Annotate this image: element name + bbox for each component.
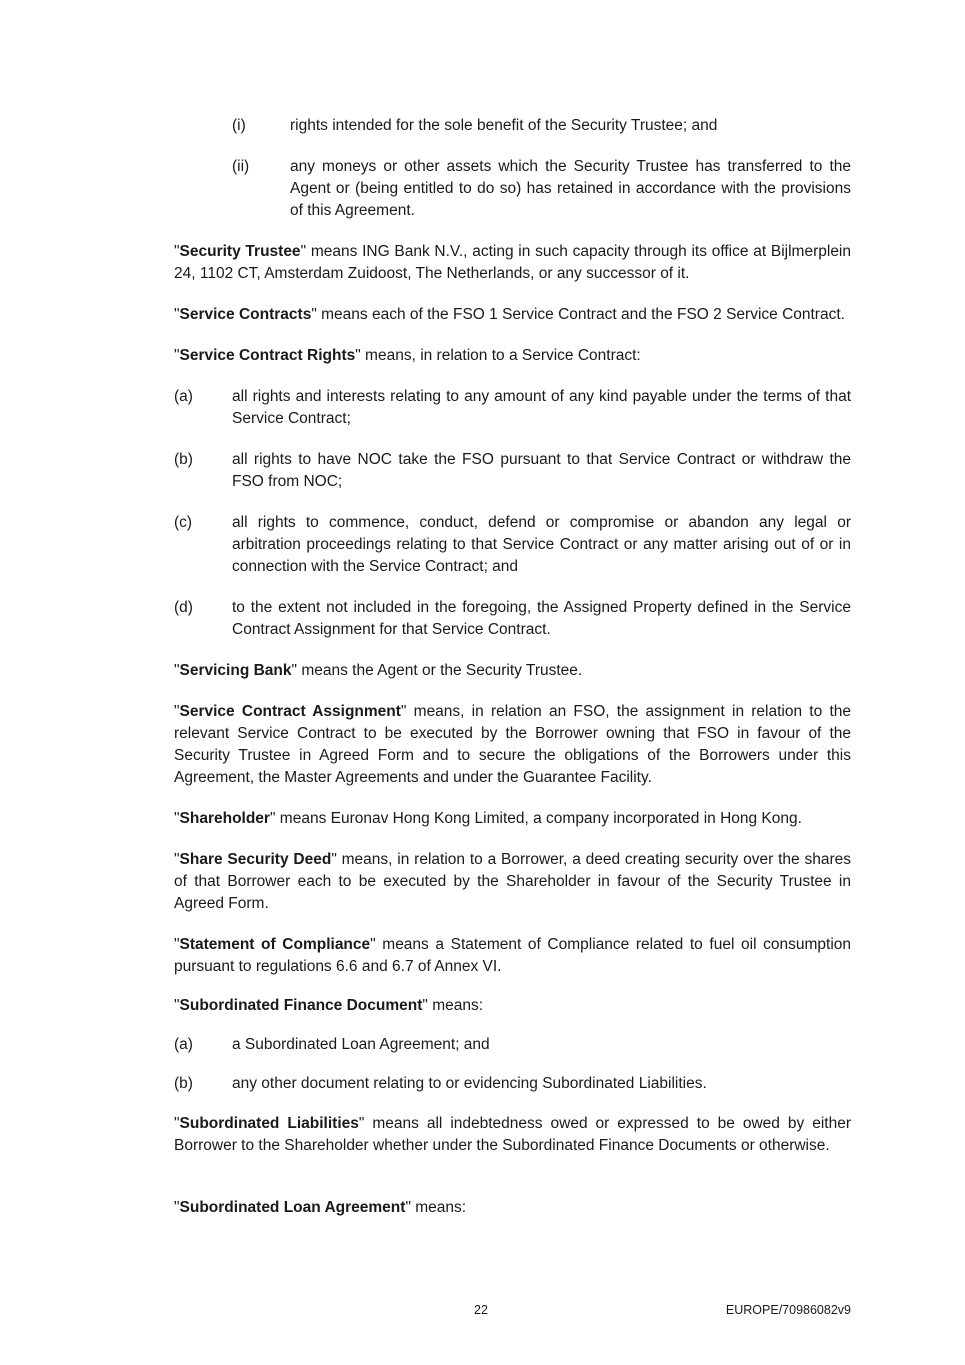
definition-statement-of-compliance: "Statement of Compliance" means a Statement of Compliance related to fuel oil consumption pursuant to regulations 6.6 and 6.7 of Annex VI. xyxy=(174,936,851,975)
list-item xyxy=(174,386,851,430)
definition-text: means: xyxy=(427,997,484,1014)
list-item xyxy=(232,115,851,137)
list-label: (b) xyxy=(174,451,193,468)
defined-term: Share Security Deed xyxy=(179,851,332,868)
list-label: (ii) xyxy=(232,158,250,175)
list-label: (a) xyxy=(174,388,193,405)
definition-servicing-bank: "Servicing Bank" means the Agent or the Security Trustee. xyxy=(174,662,583,679)
list-item xyxy=(174,449,851,493)
defined-term: Service Contracts xyxy=(179,306,312,323)
defined-term: Servicing Bank xyxy=(179,662,292,679)
list-label: (i) xyxy=(232,117,246,134)
list-item xyxy=(174,1034,851,1056)
list-text: any other document relating to or evidencing Subordinated Liabilities. xyxy=(232,1075,707,1092)
definition-security-trustee: "Security Trustee" means ING Bank N.V., acting in such capacity through its office at Bijlmerplein 24, 1102 CT, Amsterdam Zuidoost, The Netherlands, or any successor of it. xyxy=(174,243,851,282)
definition-shareholder: "Shareholder" means Euronav Hong Kong Limited, a company incorporated in Hong Kong. xyxy=(174,810,802,827)
definition-text: means Euronav Hong Kong Limited, a company incorporated in Hong Kong. xyxy=(275,810,802,827)
definition-service-contract-rights: "Service Contract Rights" means, in relation to a Service Contract: xyxy=(174,347,641,364)
page-number: 22 xyxy=(474,1303,488,1317)
list-item xyxy=(174,512,851,578)
definition-subordinated-loan-agreement: "Subordinated Loan Agreement" means: xyxy=(174,1199,467,1216)
definition-text: means, in relation to a Borrower, a deed creating security over the shares of that Borrower each to be executed by the Shareholder in favour of the Security Trustee in Agreed Form. xyxy=(174,851,851,912)
list-item xyxy=(174,1073,851,1095)
definition-subordinated-finance-document: "Subordinated Finance Document" means: xyxy=(174,997,484,1014)
list-text: all rights and interests relating to any amount of any kind payable under the terms of that Service Contract; xyxy=(232,388,851,427)
definition-subordinated-liabilities: "Subordinated Liabilities" means all indebtedness owed or expressed to be owed by either Borrower to the Shareholder whether under the Subordinated Finance Documents or otherwise. xyxy=(174,1115,851,1154)
defined-term: Shareholder xyxy=(179,810,270,827)
definition-share-security-deed: "Share Security Deed" means, in relation to a Borrower, a deed creating security over the shares of that Borrower each to be executed by the Shareholder in favour of the Security Trustee in Agreed Form. xyxy=(174,851,851,912)
defined-term: Subordinated Finance Document xyxy=(179,997,423,1014)
defined-term: Service Contract Rights xyxy=(179,347,356,364)
list-text: all rights to have NOC take the FSO pursuant to that Service Contract or withdraw the FSO from NOC; xyxy=(232,451,851,490)
defined-term: Statement of Compliance xyxy=(179,936,371,953)
list-label: (b) xyxy=(174,1075,193,1092)
definition-text: means ING Bank N.V., acting in such capacity through its office at Bijlmerplein 24, 1102 CT, Amsterdam Zuidoost, The Netherlands, or any successor of it. xyxy=(174,243,851,282)
definition-text: means each of the FSO 1 Service Contract and the FSO 2 Service Contract. xyxy=(316,306,845,323)
list-item xyxy=(232,156,851,222)
list-text: to the extent not included in the foregoing, the Assigned Property defined in the Service Contract Assignment for that Service Contract. xyxy=(232,599,851,638)
definition-text: means all indebtedness owed or expressed to be owed by either Borrower to the Shareholder whether under the Subordinated Finance Documents or otherwise. xyxy=(174,1115,851,1154)
defined-term: Service Contract Assignment xyxy=(179,703,401,720)
list-text: a Subordinated Loan Agreement; and xyxy=(232,1036,490,1053)
list-label: (d) xyxy=(174,599,193,616)
list-label: (c) xyxy=(174,514,193,531)
definition-text: means, in relation an FSO, the assignment in relation to the relevant Service Contract to be executed by the Borrower owning that FSO in favour of the Security Trustee in Agreed Form and to secure the obligations of the Borrowers under this Agreement, the Master Agreements and under the Guarantee Facility. xyxy=(174,703,851,786)
definition-text: means: xyxy=(410,1199,467,1216)
list-item xyxy=(174,597,851,641)
list-text: rights intended for the sole benefit of the Security Trustee; and xyxy=(290,117,718,134)
defined-term: Security Trustee xyxy=(179,243,301,260)
list-text: all rights to commence, conduct, defend or compromise or abandon any legal or arbitration proceedings relating to that Service Contract or any matter arising out of or in connection with the Service Contract; and xyxy=(232,514,851,575)
definition-service-contract-assignment: "Service Contract Assignment" means, in relation an FSO, the assignment in relation to the relevant Service Contract to be executed by the Borrower owning that FSO in favour of the Security Trustee in Agreed Form and to secure the obligations of the Borrowers under this Agreement, the Master Agreements and under the Guarantee Facility. xyxy=(174,703,851,786)
list-label: (a) xyxy=(174,1036,193,1053)
definition-text: means a Statement of Compliance related to fuel oil consumption pursuant to regulations 6.6 and 6.7 of Annex VI. xyxy=(174,936,851,975)
document-reference: EUROPE/70986082v9 xyxy=(725,1303,851,1317)
list-text: any moneys or other assets which the Security Trustee has transferred to the Agent or (being entitled to do so) has retained in accordance with the provisions of this Agreement. xyxy=(290,158,851,219)
defined-term: Subordinated Loan Agreement xyxy=(179,1199,406,1216)
definition-service-contracts: "Service Contracts" means each of the FSO 1 Service Contract and the FSO 2 Service Contract. xyxy=(174,306,845,323)
defined-term: Subordinated Liabilities xyxy=(179,1115,359,1132)
definition-text: means the Agent or the Security Trustee. xyxy=(297,662,583,679)
definition-text: means, in relation to a Service Contract: xyxy=(360,347,641,364)
